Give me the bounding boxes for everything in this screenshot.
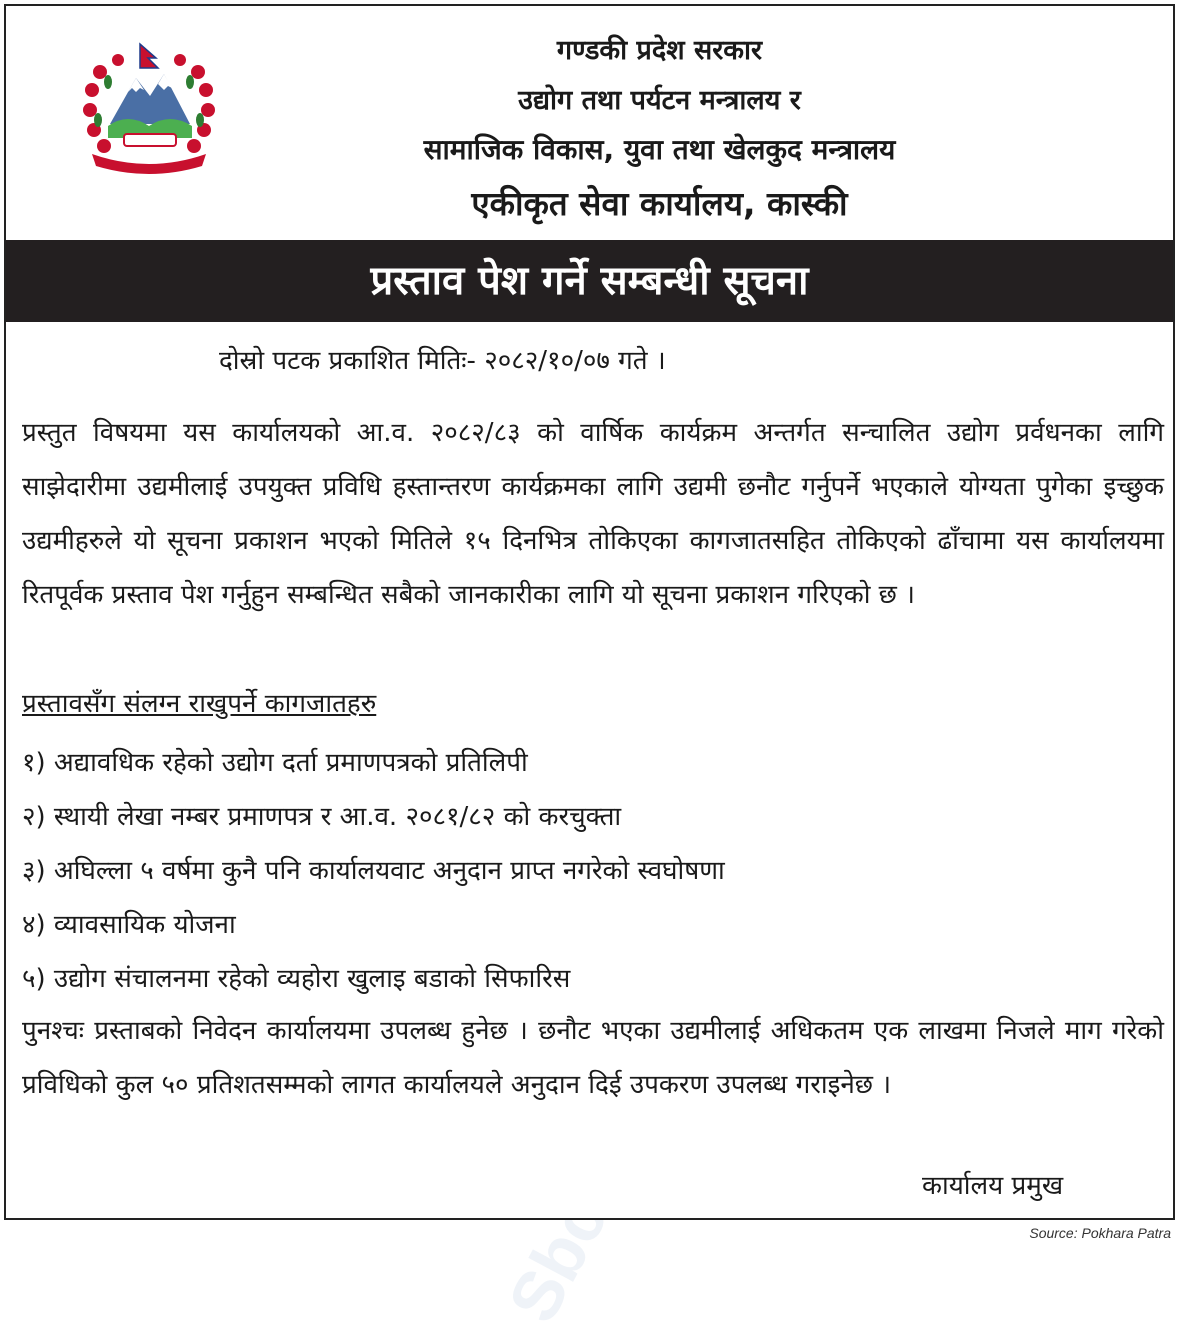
list-item: ३) अघिल्ला ५ वर्षमा कुनै पनि कार्यालयवाट अनुदान प्राप्त नगरेको स्वघोषणा bbox=[22, 856, 725, 886]
notice-header bbox=[6, 6, 1173, 240]
ministry-name-2: सामाजिक विकास, युवा तथा खेलकुद मन्त्रालय bbox=[423, 133, 896, 166]
office-name: एकीकृत सेवा कार्यालय, कास्की bbox=[471, 184, 848, 223]
notice-paragraph: प्रस्तुत विषयमा यस कार्यालयको आ.व. २०८२/८३ को वार्षिक कार्यक्रम अन्तर्गत सन्चालित उद्योग प्रर्वधनका लागि साझेदारीमा उद्यमीलाई उपयुक्त प्रविधि हस्तान्तरण कार्यक्रमका लागि उद्यमी छनौट गर्नुपर्ने भएकाले योग्यता पुगेका इच्छुक उद्यमीहरुले यो सूचना प्रकाशन भएको मितिले १५ दिनभित्र तोकिएका कागजातसहित तोकिएको ढाँचामा यस कार्यालयमा रितपूर्वक प्रस्ताव पेश गर्नुहुन सम्बन्धित सबैको जानकारीका लागि यो सूचना प्रकाशन गरिएको छ । bbox=[22, 418, 1164, 610]
documents-list bbox=[22, 736, 725, 1006]
source-credit: Source: Pokhara Patra bbox=[1029, 1225, 1171, 1241]
ministry-name-1: उद्योग तथा पर्यटन मन्त्रालय र bbox=[518, 85, 801, 116]
notice-body bbox=[22, 406, 1164, 622]
postscript: पुनश्चः प्रस्ताबको निवेदन कार्यालयमा उपलब्ध हुनेछ । छनौट भएका उद्यमीलाई अधिकतम एक लाखमा निजले माग गरेको प्रविधिको कुल ५० प्रतिशतसम्मको लागत कार्यालयले अनुदान दिई उपकरण उपलब्ध गराइनेछ । bbox=[22, 1016, 1164, 1100]
list-item: ४) व्यावसायिक योजना bbox=[22, 910, 236, 940]
list-item: १) अद्यावधिक रहेको उद्योग दर्ता प्रमाणपत्रको प्रतिलिपी bbox=[22, 748, 528, 778]
notice-frame bbox=[4, 4, 1175, 1220]
signature-label: कार्यालय प्रमुख bbox=[922, 1171, 1064, 1201]
notice-title-banner: प्रस्ताव पेश गर्ने सम्बन्धी सूचना bbox=[6, 240, 1173, 322]
list-item: ५) उद्योग संचालनमा रहेको व्यहोरा खुलाइ बडाको सिफारिस bbox=[22, 964, 571, 994]
documents-heading: प्रस्तावसँग संलग्न राखुपर्ने कागजातहरु bbox=[22, 689, 377, 719]
list-item: २) स्थायी लेखा नम्बर प्रमाणपत्र र आ.व. २०८१/८२ को करचुक्ता bbox=[22, 802, 622, 832]
govt-name: गण्डकी प्रदेश सरकार bbox=[556, 35, 763, 66]
publication-date: दोस्रो पटक प्रकाशित मितिः- २०८२/१०/०७ गते । bbox=[219, 346, 666, 376]
